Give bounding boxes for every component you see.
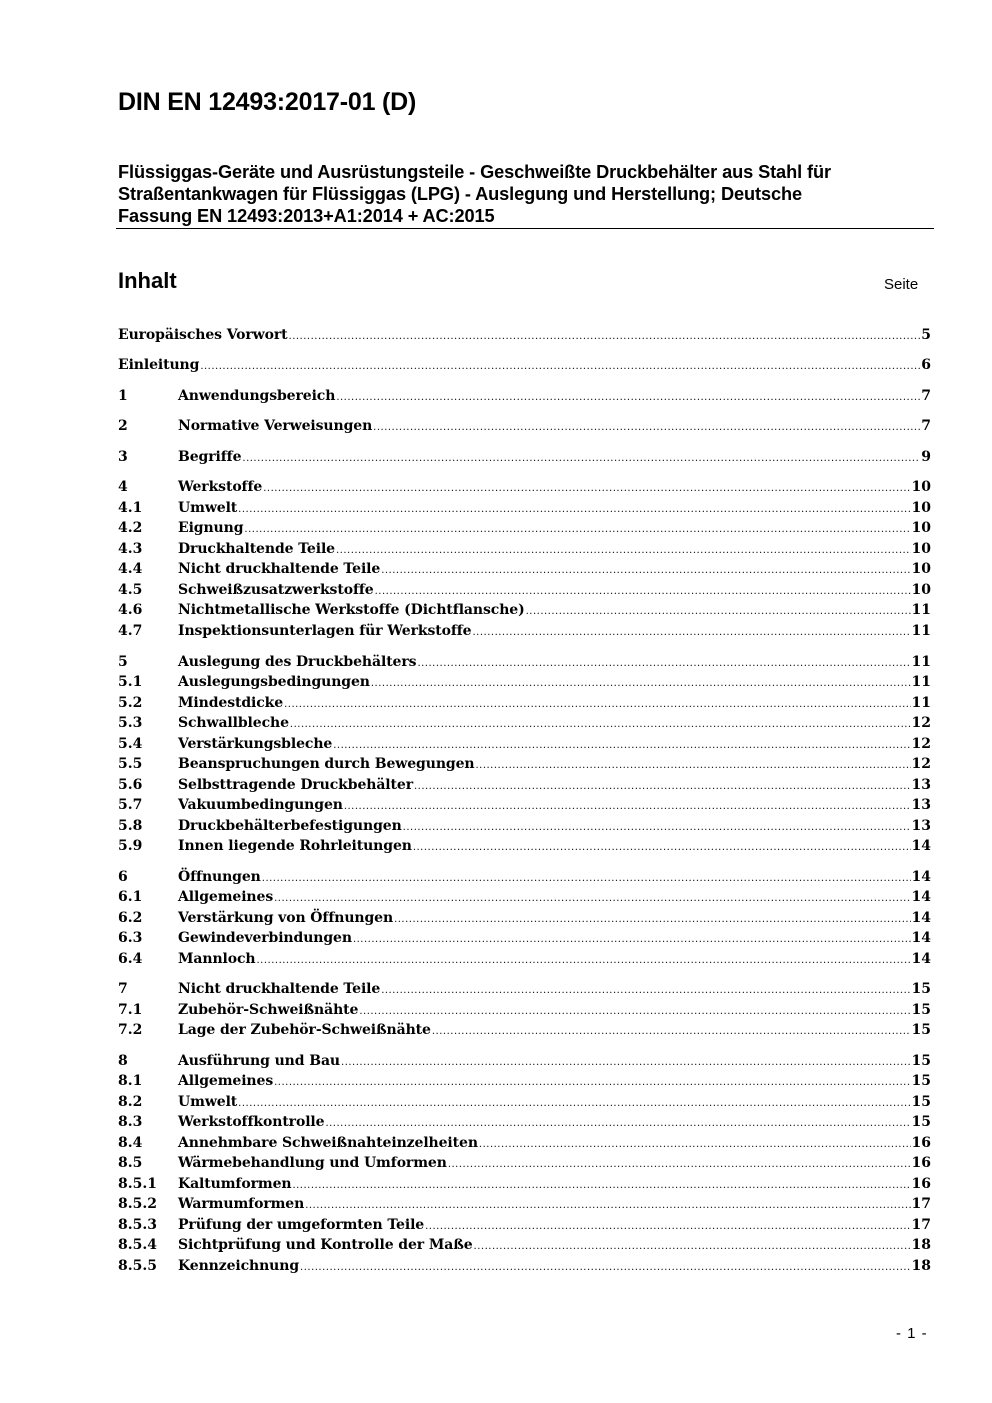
toc-entry-page: 11 bbox=[911, 674, 931, 690]
toc-dot-leader bbox=[333, 736, 910, 756]
toc-entry[interactable] bbox=[118, 386, 931, 406]
toc-entry-number: 8.2 bbox=[118, 1094, 143, 1110]
toc-entry-page: 15 bbox=[911, 1073, 931, 1089]
toc-entry-page: 10 bbox=[911, 479, 931, 495]
toc-entry[interactable] bbox=[118, 693, 931, 713]
toc-entry-title: Selbsttragende Druckbehälter bbox=[178, 777, 413, 793]
toc-entry[interactable] bbox=[118, 539, 931, 559]
toc-entry-page: 12 bbox=[911, 756, 931, 772]
toc-dot-leader bbox=[394, 910, 910, 930]
toc-entry-title: Innen liegende Rohrleitungen bbox=[178, 838, 412, 854]
toc-entry-page: 17 bbox=[911, 1196, 931, 1212]
toc-entry[interactable] bbox=[118, 887, 931, 907]
toc-dot-leader bbox=[292, 1176, 910, 1196]
toc-entry[interactable] bbox=[118, 1133, 931, 1153]
toc-entry-number: 8 bbox=[118, 1053, 128, 1069]
document-title-line: Straßentankwagen für Flüssiggas (LPG) - Auslegung und Herstellung; Deutsche bbox=[118, 184, 803, 204]
toc-entry[interactable] bbox=[118, 908, 931, 928]
toc-dot-leader bbox=[474, 1237, 911, 1257]
toc-entry-number: 6.3 bbox=[118, 930, 143, 946]
toc-entry-title: Umwelt bbox=[178, 500, 238, 516]
toc-dot-leader bbox=[242, 449, 920, 469]
toc-entry-title: Nicht druckhaltende Teile bbox=[178, 561, 381, 577]
toc-dot-leader bbox=[473, 623, 911, 643]
toc-dot-leader bbox=[417, 654, 910, 674]
toc-entry-number: 7 bbox=[118, 981, 128, 997]
toc-entry-page: 16 bbox=[911, 1176, 931, 1192]
toc-dot-leader bbox=[263, 479, 910, 499]
toc-entry-number: 4.5 bbox=[118, 582, 143, 598]
toc-dot-leader bbox=[305, 1196, 910, 1216]
toc-entry[interactable] bbox=[118, 1000, 931, 1020]
toc-entry-page: 16 bbox=[911, 1135, 931, 1151]
toc-entry-title: Umwelt bbox=[178, 1094, 238, 1110]
toc-entry-title: Allgemeines bbox=[178, 889, 274, 905]
toc-entry-number: 4.1 bbox=[118, 500, 143, 516]
toc-entry-page: 13 bbox=[911, 818, 931, 834]
toc-entry-title: Druckhaltende Teile bbox=[178, 541, 335, 557]
toc-entry-number: 5.7 bbox=[118, 797, 143, 813]
toc-entry-title: Beanspruchungen durch Bewegungen bbox=[178, 756, 475, 772]
toc-entry-number: 4.7 bbox=[118, 623, 143, 639]
toc-entry[interactable] bbox=[118, 672, 931, 692]
toc-dot-leader bbox=[479, 1135, 911, 1155]
toc-entry[interactable] bbox=[118, 652, 931, 672]
toc-dot-leader bbox=[475, 756, 910, 776]
toc-dot-leader bbox=[336, 388, 920, 408]
toc-entry[interactable] bbox=[118, 1174, 931, 1194]
toc-dot-leader bbox=[341, 1053, 911, 1073]
toc-dot-leader bbox=[425, 1217, 910, 1237]
toc-entry-page: 14 bbox=[911, 910, 931, 926]
toc-dot-leader bbox=[359, 1002, 910, 1022]
toc-entry[interactable] bbox=[118, 928, 931, 948]
toc-dot-leader bbox=[344, 797, 911, 817]
toc-entry[interactable] bbox=[118, 355, 931, 375]
toc-entry-page: 16 bbox=[911, 1155, 931, 1171]
toc-dot-leader bbox=[526, 602, 911, 622]
toc-dot-leader bbox=[432, 1022, 911, 1042]
toc-dot-leader bbox=[300, 1258, 910, 1278]
document-title-line: Flüssiggas-Geräte und Ausrüstungsteile - Geschweißte Druckbehälter aus Stahl für bbox=[118, 162, 831, 182]
toc-entry[interactable] bbox=[118, 498, 931, 518]
toc-entry-title: Verstärkungsbleche bbox=[178, 736, 333, 752]
toc-entry-page: 14 bbox=[911, 930, 931, 946]
toc-entry[interactable] bbox=[118, 518, 931, 538]
toc-entry-page: 10 bbox=[911, 520, 931, 536]
toc-entry-number: 8.5.5 bbox=[118, 1258, 157, 1274]
document-title-line: Fassung EN 12493:2013+A1:2014 + AC:2015 bbox=[118, 206, 495, 226]
toc-entry[interactable] bbox=[118, 1256, 931, 1276]
toc-entry-number: 6.4 bbox=[118, 951, 143, 967]
toc-entry[interactable] bbox=[118, 559, 931, 579]
toc-entry-title: Gewindeverbindungen bbox=[178, 930, 352, 946]
toc-entry-title: Warmumformen bbox=[178, 1196, 305, 1212]
toc-entry-title: Eignung bbox=[178, 520, 244, 536]
toc-entry-number: 5.6 bbox=[118, 777, 143, 793]
toc-entry[interactable] bbox=[118, 949, 931, 969]
toc-entry-number: 8.5 bbox=[118, 1155, 143, 1171]
toc-entry-page: 15 bbox=[911, 1114, 931, 1130]
toc-entry-number: 8.1 bbox=[118, 1073, 143, 1089]
toc-dot-leader bbox=[290, 715, 911, 735]
toc-entry-page: 10 bbox=[911, 500, 931, 516]
toc-dot-leader bbox=[414, 777, 911, 797]
toc-entry-page: 10 bbox=[911, 561, 931, 577]
toc-entry-title: Vakuumbedingungen bbox=[178, 797, 343, 813]
toc-dot-leader bbox=[274, 889, 910, 909]
toc-entry-title: Auslegung des Druckbehälters bbox=[178, 654, 417, 670]
toc-entry-number: 4.6 bbox=[118, 602, 143, 618]
toc-entry[interactable] bbox=[118, 1051, 931, 1071]
toc-entry[interactable] bbox=[118, 836, 931, 856]
toc-entry-title: Einleitung bbox=[118, 357, 200, 373]
toc-dot-leader bbox=[262, 869, 911, 889]
toc-entry-title: Begriffe bbox=[178, 449, 242, 465]
toc-entry-number: 4.3 bbox=[118, 541, 143, 557]
toc-entry[interactable] bbox=[118, 795, 931, 815]
toc-entry-title: Kennzeichnung bbox=[178, 1258, 300, 1274]
toc-dot-leader bbox=[244, 520, 910, 540]
toc-entry-page: 11 bbox=[911, 695, 931, 711]
toc-dot-leader bbox=[325, 1114, 910, 1134]
toc-entry-title: Ausführung und Bau bbox=[178, 1053, 341, 1069]
toc-entry-title: Werkstoffkontrolle bbox=[178, 1114, 325, 1130]
toc-entry[interactable] bbox=[118, 1092, 931, 1112]
toc-entry-number: 5.2 bbox=[118, 695, 143, 711]
toc-entry[interactable] bbox=[118, 580, 931, 600]
document-title bbox=[118, 161, 933, 227]
toc-entry[interactable] bbox=[118, 754, 931, 774]
toc-entry-number: 8.5.4 bbox=[118, 1237, 157, 1253]
toc-entry-page: 15 bbox=[911, 1094, 931, 1110]
toc-entry-title: Normative Verweisungen bbox=[178, 418, 373, 434]
contents-heading: Inhalt bbox=[118, 268, 177, 293]
toc-entry-title: Druckbehälterbefestigungen bbox=[178, 818, 402, 834]
toc-entry-title: Öffnungen bbox=[178, 869, 261, 885]
toc-entry-page: 12 bbox=[911, 736, 931, 752]
toc-entry-number: 5.9 bbox=[118, 838, 143, 854]
toc-dot-leader bbox=[371, 674, 911, 694]
toc-entry-number: 8.3 bbox=[118, 1114, 143, 1130]
toc-entry-number: 5.8 bbox=[118, 818, 143, 834]
toc-entry-number: 4.4 bbox=[118, 561, 143, 577]
toc-dot-leader bbox=[200, 357, 920, 377]
toc-entry[interactable] bbox=[118, 775, 931, 795]
toc-entry-number: 4.2 bbox=[118, 520, 143, 536]
toc-entry[interactable] bbox=[118, 734, 931, 754]
toc-dot-leader bbox=[336, 541, 911, 561]
toc-entry-number: 6.1 bbox=[118, 889, 143, 905]
toc-entry-title: Nicht druckhaltende Teile bbox=[178, 981, 381, 997]
toc-entry-title: Inspektionsunterlagen für Werkstoffe bbox=[178, 623, 472, 639]
toc-entry-title: Werkstoffe bbox=[178, 479, 263, 495]
toc-entry-number: 8.5.1 bbox=[118, 1176, 157, 1192]
toc-dot-leader bbox=[448, 1155, 911, 1175]
toc-entry-page: 18 bbox=[911, 1258, 931, 1274]
toc-entry-number: 8.4 bbox=[118, 1135, 143, 1151]
toc-entry-page: 10 bbox=[911, 582, 931, 598]
page-number: - 1 - bbox=[896, 1325, 928, 1342]
toc-entry-title: Sichtprüfung und Kontrolle der Maße bbox=[178, 1237, 473, 1253]
toc-entry-title: Mannloch bbox=[178, 951, 256, 967]
toc-entry-title: Auslegungsbedingungen bbox=[178, 674, 370, 690]
toc-dot-leader bbox=[238, 500, 910, 520]
toc-dot-leader bbox=[274, 1073, 910, 1093]
page-column-label: Seite bbox=[884, 276, 919, 293]
toc-entry-number: 6 bbox=[118, 869, 128, 885]
toc-entry-page: 11 bbox=[911, 602, 931, 618]
toc-entry-title: Lage der Zubehör-Schweißnähte bbox=[178, 1022, 431, 1038]
toc-entry-number: 7.2 bbox=[118, 1022, 143, 1038]
toc-entry-page: 7 bbox=[921, 418, 931, 434]
toc-entry[interactable] bbox=[118, 416, 931, 436]
toc-entry-number: 2 bbox=[118, 418, 128, 434]
toc-entry-title: Anwendungsbereich bbox=[178, 388, 336, 404]
toc-dot-leader bbox=[238, 1094, 910, 1114]
toc-entry[interactable] bbox=[118, 621, 931, 641]
toc-entry-title: Allgemeines bbox=[178, 1073, 274, 1089]
toc-dot-leader bbox=[373, 418, 920, 438]
toc-dot-leader bbox=[353, 930, 911, 950]
toc-entry-title: Wärmebehandlung und Umformen bbox=[178, 1155, 447, 1171]
toc-entry-number: 5.1 bbox=[118, 674, 143, 690]
toc-entry-number: 8.5.3 bbox=[118, 1217, 157, 1233]
toc-entry-title: Kaltumformen bbox=[178, 1176, 292, 1192]
toc-entry-title: Verstärkung von Öffnungen bbox=[178, 910, 394, 926]
toc-entry-title: Nichtmetallische Werkstoffe (Dichtflansche) bbox=[178, 602, 525, 618]
toc-entry-number: 7.1 bbox=[118, 1002, 143, 1018]
toc-entry-page: 13 bbox=[911, 777, 931, 793]
toc-entry-number: 1 bbox=[118, 388, 128, 404]
toc-entry-page: 14 bbox=[911, 838, 931, 854]
toc-entry-page: 15 bbox=[911, 1002, 931, 1018]
toc-dot-leader bbox=[381, 981, 910, 1001]
toc-entry-number: 5 bbox=[118, 654, 128, 670]
toc-entry-page: 15 bbox=[911, 1053, 931, 1069]
toc-entry-title: Zubehör-Schweißnähte bbox=[178, 1002, 359, 1018]
toc-entry[interactable] bbox=[118, 447, 931, 467]
toc-entry[interactable] bbox=[118, 816, 931, 836]
toc-entry-page: 15 bbox=[911, 1022, 931, 1038]
toc-entry[interactable] bbox=[118, 325, 931, 345]
toc-entry[interactable] bbox=[118, 1112, 931, 1132]
toc-entry-page: 15 bbox=[911, 981, 931, 997]
toc-dot-leader bbox=[289, 327, 921, 347]
toc-dot-leader bbox=[284, 695, 910, 715]
toc-entry-page: 14 bbox=[911, 951, 931, 967]
toc-entry-number: 6.2 bbox=[118, 910, 143, 926]
toc-dot-leader bbox=[257, 951, 911, 971]
toc-entry-page: 5 bbox=[921, 327, 931, 343]
toc-entry-number: 5.4 bbox=[118, 736, 143, 752]
toc-dot-leader bbox=[413, 838, 911, 858]
toc-entry[interactable] bbox=[118, 1153, 931, 1173]
toc-dot-leader bbox=[381, 561, 910, 581]
toc-entry-page: 10 bbox=[911, 541, 931, 557]
title-divider bbox=[116, 228, 934, 229]
toc-entry-number: 8.5.2 bbox=[118, 1196, 157, 1212]
toc-dot-leader bbox=[403, 818, 911, 838]
toc-dot-leader bbox=[375, 582, 911, 602]
toc-entry-page: 11 bbox=[911, 623, 931, 639]
toc-entry-page: 13 bbox=[911, 797, 931, 813]
toc-entry-page: 6 bbox=[921, 357, 931, 373]
toc-entry[interactable] bbox=[118, 867, 931, 887]
toc-entry-page: 7 bbox=[921, 388, 931, 404]
toc-entry-page: 12 bbox=[911, 715, 931, 731]
toc-entry-title: Europäisches Vorwort bbox=[118, 327, 288, 343]
toc-entry[interactable] bbox=[118, 713, 931, 733]
toc-entry[interactable] bbox=[118, 600, 931, 620]
toc-entry-number: 5.5 bbox=[118, 756, 143, 772]
toc-entry-title: Schwallbleche bbox=[178, 715, 289, 731]
toc-entry-page: 14 bbox=[911, 869, 931, 885]
toc-entry[interactable] bbox=[118, 1235, 931, 1255]
toc-entry[interactable] bbox=[118, 1020, 931, 1040]
toc-entry[interactable] bbox=[118, 1071, 931, 1091]
toc-entry-number: 4 bbox=[118, 479, 128, 495]
toc-entry[interactable] bbox=[118, 1194, 931, 1214]
toc-entry-title: Mindestdicke bbox=[178, 695, 284, 711]
toc-entry[interactable] bbox=[118, 477, 931, 497]
toc-entry-title: Schweißzusatzwerkstoffe bbox=[178, 582, 374, 598]
toc-entry-page: 9 bbox=[921, 449, 931, 465]
toc-entry-page: 11 bbox=[911, 654, 931, 670]
toc-entry-page: 17 bbox=[911, 1217, 931, 1233]
document-id: DIN EN 12493:2017-01 (D) bbox=[118, 88, 417, 116]
toc-entry-page: 14 bbox=[911, 889, 931, 905]
toc-entry[interactable] bbox=[118, 979, 931, 999]
toc-entry[interactable] bbox=[118, 1215, 931, 1235]
toc-entry-number: 5.3 bbox=[118, 715, 143, 731]
toc-entry-page: 18 bbox=[911, 1237, 931, 1253]
toc-entry-number: 3 bbox=[118, 449, 128, 465]
toc-entry-title: Annehmbare Schweißnahteinzelheiten bbox=[178, 1135, 478, 1151]
toc-entry-title: Prüfung der umgeformten Teile bbox=[178, 1217, 425, 1233]
